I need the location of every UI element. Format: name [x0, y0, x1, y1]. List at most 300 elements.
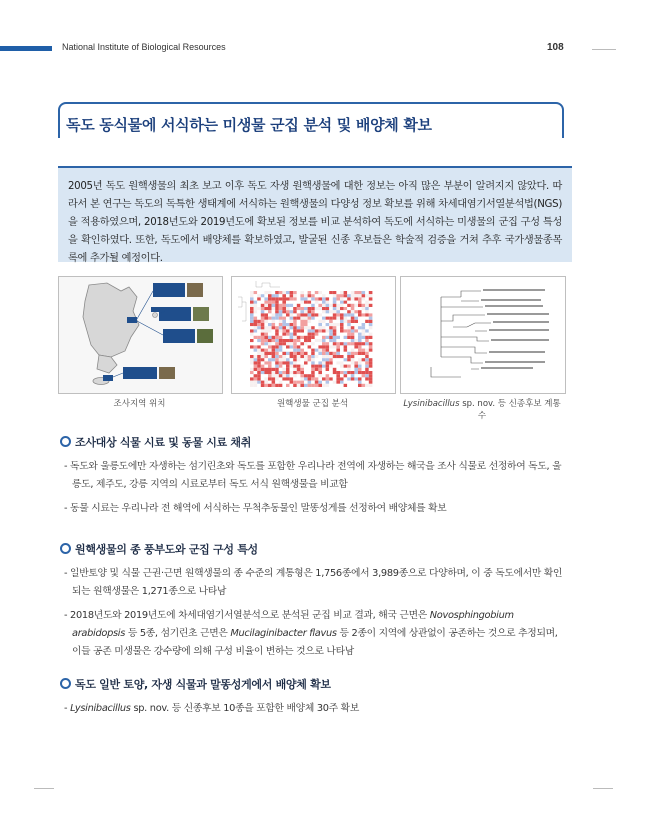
heatmap-cell [329, 333, 333, 336]
heatmap-cell [333, 377, 337, 380]
heatmap-cell [282, 374, 286, 377]
bullet-circle-icon [60, 436, 71, 447]
heatmap-cell [261, 336, 265, 339]
heatmap-cell [315, 336, 319, 339]
heatmap-cell [369, 307, 373, 310]
heatmap-cell [282, 336, 286, 339]
heatmap-cell [300, 377, 304, 380]
heatmap-cell [311, 352, 315, 355]
heatmap-cell [329, 355, 333, 358]
heatmap-cell [351, 307, 355, 310]
heatmap-cell [326, 345, 330, 348]
heatmap-cell [279, 352, 283, 355]
heatmap-cell [297, 352, 301, 355]
heatmap-cell [264, 304, 268, 307]
heatmap-cell [268, 317, 272, 320]
heatmap-cell [362, 384, 366, 387]
heatmap-cell [318, 291, 322, 294]
heatmap-cell [257, 349, 261, 352]
heatmap-cell [351, 365, 355, 368]
heatmap-cell [261, 345, 265, 348]
heatmap-cell [347, 381, 351, 384]
section-2-bullet-1: - 일반토양 및 식물 근권·근면 원핵생물의 종 수준의 계통형은 1,756종에서 3,989종으로 다양하며, 이 중 독도에서만 확인되는 원핵생물은 1,271종으로 나타남 [64, 568, 563, 597]
heatmap-cell [268, 342, 272, 345]
heatmap-cell [344, 304, 348, 307]
heatmap-cell [272, 336, 276, 339]
heatmap-cell [344, 349, 348, 352]
heatmap-cell [290, 297, 294, 300]
heatmap-cell [297, 291, 301, 294]
heatmap-cell [340, 339, 344, 342]
heatmap-cell [308, 320, 312, 323]
heatmap-cell [311, 368, 315, 371]
heatmap-cell [311, 304, 315, 307]
heatmap-cell [282, 358, 286, 361]
heatmap-cell [347, 294, 351, 297]
heatmap-cell [333, 371, 337, 374]
heatmap-cell [297, 310, 301, 313]
heatmap-cell [254, 374, 258, 377]
heatmap-cell [308, 313, 312, 316]
heatmap-cell [304, 313, 308, 316]
heatmap-cell [286, 361, 290, 364]
heatmap-cell [300, 352, 304, 355]
heatmap-cell [329, 323, 333, 326]
heatmap-cell [272, 374, 276, 377]
heatmap-cell [297, 368, 301, 371]
heatmap-cell [322, 371, 326, 374]
heatmap-cell [275, 329, 279, 332]
heatmap-cell [336, 297, 340, 300]
heatmap-cell [304, 291, 308, 294]
heatmap-cell [347, 304, 351, 307]
heatmap-cell [268, 301, 272, 304]
heatmap-cell [293, 326, 297, 329]
heatmap-cell [290, 352, 294, 355]
heatmap-cell [365, 349, 369, 352]
heatmap-cell [329, 297, 333, 300]
heatmap-cell [272, 361, 276, 364]
heatmap-cell [336, 326, 340, 329]
heatmap-cell [322, 365, 326, 368]
heatmap-cell [311, 294, 315, 297]
section-1-title: 조사대상 식물 시료 및 동물 시료 채취 [75, 436, 252, 449]
heatmap-cell [257, 323, 261, 326]
heatmap-cell [326, 371, 330, 374]
heatmap-cell [322, 317, 326, 320]
heatmap-cell [315, 304, 319, 307]
heatmap-cell [311, 374, 315, 377]
heatmap-cell [254, 368, 258, 371]
heatmap-cell [304, 310, 308, 313]
heatmap-cell [272, 352, 276, 355]
heatmap-cell [293, 333, 297, 336]
heatmap-cell [257, 320, 261, 323]
heatmap-cell [275, 355, 279, 358]
heatmap-cell [322, 333, 326, 336]
heatmap-cell [290, 345, 294, 348]
heatmap-cell [300, 294, 304, 297]
heatmap-cell [369, 368, 373, 371]
heatmap-cell [333, 352, 337, 355]
heatmap-cell [322, 294, 326, 297]
heatmap-cell [268, 313, 272, 316]
heatmap-cell [286, 365, 290, 368]
heatmap-cell [369, 361, 373, 364]
heatmap-cell [354, 358, 358, 361]
heatmap-cell [293, 301, 297, 304]
heatmap-cell [275, 371, 279, 374]
heatmap-cell [250, 342, 254, 345]
heatmap-cell [304, 323, 308, 326]
heatmap-cell [333, 349, 337, 352]
section-1-bullet-2: - 동물 시료는 우리나라 전 해역에 서식하는 무척추동물인 말똥성게를 선정하여 배양체를 확보 [64, 503, 447, 514]
heatmap-cell [286, 371, 290, 374]
heatmap-cell [315, 329, 319, 332]
heatmap-cell [282, 297, 286, 300]
heatmap-cell [326, 365, 330, 368]
heatmap-cell [308, 310, 312, 313]
heatmap-cell [286, 291, 290, 294]
heatmap-cell [297, 381, 301, 384]
heatmap-cell [358, 381, 362, 384]
heatmap-cell [311, 349, 315, 352]
heatmap-cell [336, 291, 340, 294]
heatmap-cell [322, 377, 326, 380]
heatmap-cell [333, 291, 337, 294]
heatmap-cell [365, 381, 369, 384]
heatmap-cell [268, 381, 272, 384]
heatmap-cell [329, 358, 333, 361]
heatmap-cell [261, 326, 265, 329]
heatmap-cell [344, 333, 348, 336]
heatmap-cell [347, 307, 351, 310]
heatmap-cell [347, 313, 351, 316]
heatmap-cell [369, 304, 373, 307]
heatmap-cell [333, 310, 337, 313]
heatmap-cell [286, 355, 290, 358]
heatmap-cell [347, 317, 351, 320]
heatmap-cell [326, 358, 330, 361]
heatmap-cell [315, 297, 319, 300]
heatmap-cell [358, 377, 362, 380]
heatmap-cell [304, 333, 308, 336]
heatmap-cell [254, 329, 258, 332]
heatmap-cell [336, 355, 340, 358]
heatmap-cell [318, 365, 322, 368]
heatmap-cell [264, 377, 268, 380]
heatmap-cell [257, 352, 261, 355]
heatmap-cell [365, 333, 369, 336]
heatmap-cell [354, 333, 358, 336]
heatmap-cell [362, 355, 366, 358]
heatmap-cell [329, 381, 333, 384]
heatmap-cell [340, 310, 344, 313]
heatmap-cell [297, 371, 301, 374]
caption-tree-italic: Lysinibacillus [403, 399, 460, 409]
heatmap-cell [272, 304, 276, 307]
heatmap-cell [304, 339, 308, 342]
heatmap-cell [290, 336, 294, 339]
heatmap-cell [326, 310, 330, 313]
heatmap-cell [340, 297, 344, 300]
heatmap-cell [347, 349, 351, 352]
heatmap-cell [336, 301, 340, 304]
heatmap-cell [275, 297, 279, 300]
heatmap-cell [354, 339, 358, 342]
heatmap-cell [254, 339, 258, 342]
heatmap-cell [257, 310, 261, 313]
heatmap-cell [365, 374, 369, 377]
heatmap-cell [369, 294, 373, 297]
heatmap-cell [336, 345, 340, 348]
heatmap-cell [279, 336, 283, 339]
heatmap-cell [275, 291, 279, 294]
heatmap-cell [264, 365, 268, 368]
heatmap-cell [250, 310, 254, 313]
heatmap-cell [365, 377, 369, 380]
heatmap-cell [279, 329, 283, 332]
heatmap-cell [254, 352, 258, 355]
section-1-heading [60, 434, 251, 450]
heatmap-cell [347, 301, 351, 304]
heatmap-cell [268, 384, 272, 387]
heatmap-cell [308, 339, 312, 342]
heatmap-cell [344, 307, 348, 310]
heatmap-cell [329, 361, 333, 364]
heatmap-cell [362, 342, 366, 345]
heatmap-cell [315, 349, 319, 352]
heatmap-cell [297, 342, 301, 345]
heatmap-cell [358, 384, 362, 387]
heatmap-cell [322, 323, 326, 326]
heatmap-cell [358, 352, 362, 355]
heatmap-cell [308, 358, 312, 361]
heatmap-cell [275, 310, 279, 313]
heatmap-cell [264, 381, 268, 384]
heatmap-cell [336, 384, 340, 387]
heatmap-cell [282, 355, 286, 358]
heatmap-cell [351, 294, 355, 297]
heatmap-cell [250, 365, 254, 368]
heatmap-cell [261, 333, 265, 336]
heatmap-cell [300, 301, 304, 304]
heatmap-cell [326, 326, 330, 329]
heatmap-cell [297, 336, 301, 339]
heatmap-cell [358, 326, 362, 329]
heatmap-cell [344, 384, 348, 387]
heatmap-cell [336, 294, 340, 297]
heatmap-cell [272, 301, 276, 304]
heatmap-cell [336, 349, 340, 352]
heatmap-cell [340, 329, 344, 332]
figure-map [58, 276, 223, 394]
heatmap-cell [282, 326, 286, 329]
heatmap-cell [300, 291, 304, 294]
heatmap-cell [264, 339, 268, 342]
heatmap-cell [290, 361, 294, 364]
heatmap-cell [333, 313, 337, 316]
heatmap-cell [315, 358, 319, 361]
heatmap-cell [315, 361, 319, 364]
heatmap-cell [300, 349, 304, 352]
heatmap-cell [340, 317, 344, 320]
heatmap-cell [308, 294, 312, 297]
heatmap-cell [268, 333, 272, 336]
heatmap-cell [254, 294, 258, 297]
heatmap-cell [344, 381, 348, 384]
section-3-bullet-1 [64, 700, 568, 718]
heatmap-cell [264, 333, 268, 336]
heatmap-cell [250, 323, 254, 326]
heatmap-cell [297, 323, 301, 326]
heatmap-cell [315, 310, 319, 313]
heatmap-cell [315, 345, 319, 348]
heatmap-cell [354, 304, 358, 307]
heatmap-cell [365, 317, 369, 320]
heatmap-cell [347, 333, 351, 336]
heatmap-cell [261, 307, 265, 310]
heatmap-cell [264, 361, 268, 364]
heatmap-cell [354, 336, 358, 339]
heatmap-cell [326, 349, 330, 352]
heatmap-cell [329, 320, 333, 323]
heatmap-cell [308, 297, 312, 300]
heatmap-cell [308, 345, 312, 348]
heatmap-cell [347, 384, 351, 387]
heatmap-cell [311, 307, 315, 310]
heatmap-cell [272, 349, 276, 352]
heatmap-cell [362, 304, 366, 307]
heatmap-cell [286, 323, 290, 326]
heatmap-cell [297, 333, 301, 336]
heatmap-cell [257, 365, 261, 368]
heatmap-cell [254, 365, 258, 368]
heatmap-cell [297, 355, 301, 358]
heatmap-cell [351, 339, 355, 342]
heatmap-cell [329, 307, 333, 310]
heatmap-cell [293, 361, 297, 364]
heatmap-cell [329, 371, 333, 374]
heatmap-cell [326, 307, 330, 310]
heatmap-cell [369, 317, 373, 320]
heatmap-cell [257, 381, 261, 384]
heatmap-cell [308, 301, 312, 304]
heatmap-cell [250, 301, 254, 304]
heatmap-cell [268, 320, 272, 323]
heatmap-cell [275, 294, 279, 297]
heatmap-cell [326, 294, 330, 297]
heatmap-cell [272, 377, 276, 380]
heatmap-cell [264, 358, 268, 361]
heatmap-cell [315, 307, 319, 310]
heatmap-cell [264, 329, 268, 332]
heatmap-cell [272, 297, 276, 300]
heatmap-cell [304, 345, 308, 348]
heatmap-cell [264, 294, 268, 297]
heatmap-cell [257, 294, 261, 297]
heatmap-cell [358, 313, 362, 316]
heatmap-cell [282, 377, 286, 380]
heatmap-cell [365, 358, 369, 361]
heatmap-cell [351, 374, 355, 377]
heatmap-cell [333, 355, 337, 358]
heatmap-cell [308, 307, 312, 310]
heatmap-cell [264, 313, 268, 316]
heatmap-cell [282, 291, 286, 294]
heatmap-cell [369, 345, 373, 348]
heatmap-cell [290, 365, 294, 368]
heatmap-cell [279, 320, 283, 323]
heatmap-cell [257, 307, 261, 310]
heatmap-cell [268, 297, 272, 300]
heatmap-cell [272, 371, 276, 374]
heatmap-cell [322, 374, 326, 377]
heatmap-cell [250, 345, 254, 348]
heatmap-cell [300, 371, 304, 374]
heatmap-cell [297, 358, 301, 361]
heatmap-cell [293, 342, 297, 345]
heatmap-cell [254, 307, 258, 310]
heatmap-cell [311, 371, 315, 374]
heatmap-cell [250, 368, 254, 371]
heatmap-cell [365, 310, 369, 313]
heatmap-cell [329, 301, 333, 304]
heatmap-cell [293, 339, 297, 342]
heatmap-cell [318, 310, 322, 313]
heatmap-cell [351, 349, 355, 352]
heatmap-cell [318, 374, 322, 377]
heatmap-cell [326, 368, 330, 371]
heatmap-cell [347, 320, 351, 323]
heatmap-cell [344, 301, 348, 304]
heatmap-cell [300, 361, 304, 364]
heatmap-cell [340, 355, 344, 358]
heatmap-cell [340, 336, 344, 339]
heatmap-cell [290, 349, 294, 352]
heatmap-cell [344, 374, 348, 377]
heatmap-cell [290, 374, 294, 377]
heatmap-cell [254, 291, 258, 294]
heatmap-cell [250, 297, 254, 300]
heatmap-cell [365, 365, 369, 368]
heatmap-cell [329, 336, 333, 339]
heatmap-cell [351, 313, 355, 316]
heatmap-cell [286, 301, 290, 304]
heatmap-cell [329, 368, 333, 371]
heatmap-cell [318, 355, 322, 358]
heatmap-cell [344, 368, 348, 371]
heatmap-cell [358, 374, 362, 377]
heatmap-cell [286, 320, 290, 323]
heatmap-cell [250, 358, 254, 361]
heatmap-cell [336, 307, 340, 310]
heatmap-cell [250, 352, 254, 355]
heatmap-cell [336, 377, 340, 380]
heatmap-cell [358, 336, 362, 339]
heatmap-cell [261, 323, 265, 326]
heatmap-cell [290, 320, 294, 323]
heatmap-cell [272, 294, 276, 297]
heatmap-cell [290, 294, 294, 297]
heatmap-cell [297, 339, 301, 342]
section-2-bullet-2 [64, 607, 568, 661]
heatmap-cell [268, 336, 272, 339]
heatmap-cell [362, 368, 366, 371]
heatmap-cell [354, 310, 358, 313]
heatmap-cell [340, 368, 344, 371]
heatmap-cell [322, 345, 326, 348]
